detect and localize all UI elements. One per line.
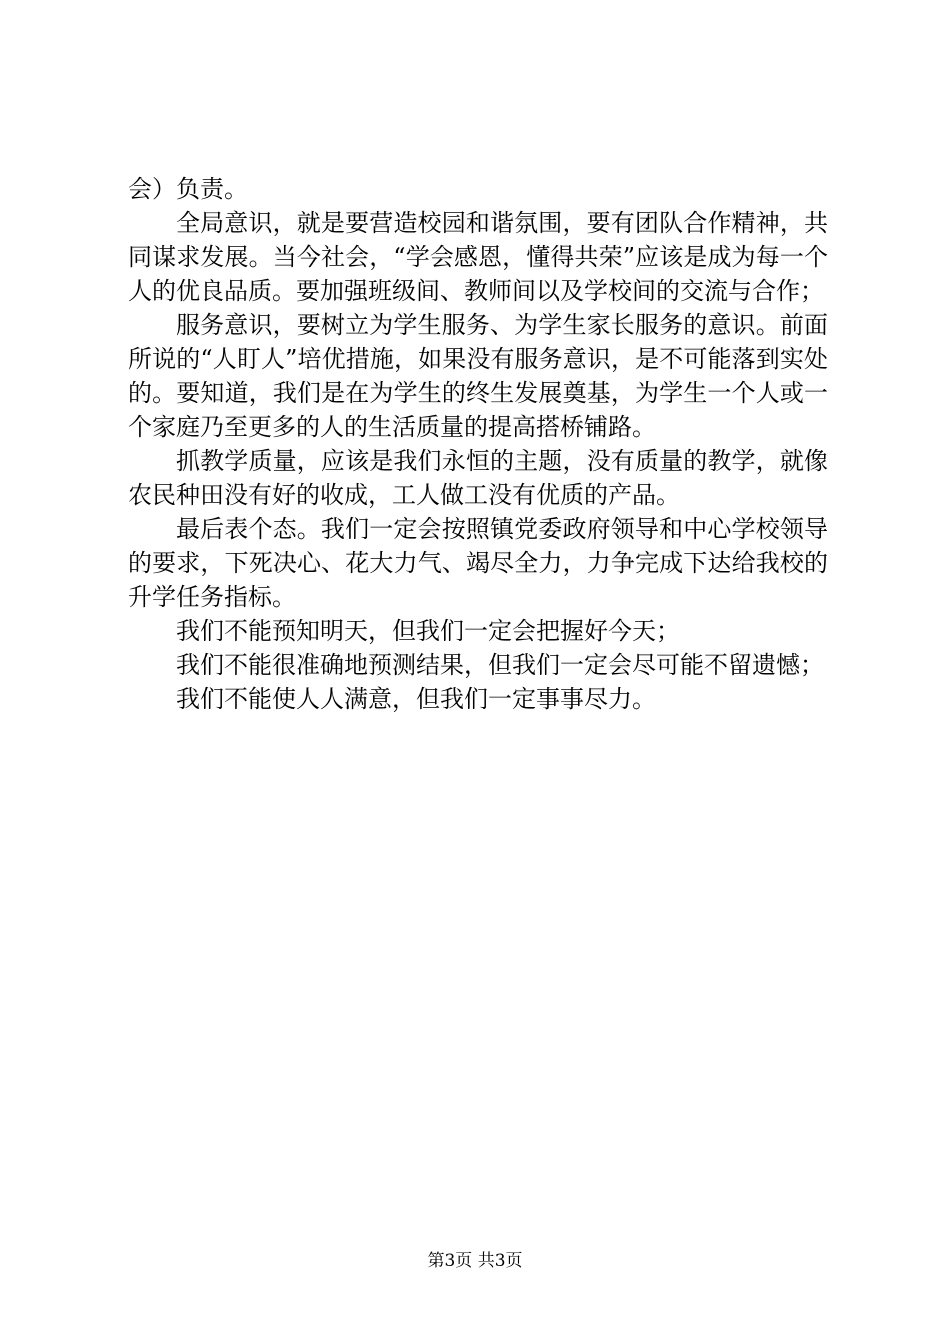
paragraph-teaching-quality: 抓教学质量，应该是我们永恒的主题，没有质量的教学，就像农民种田没有好的收成，工人做工没有优质的产品。 <box>128 447 828 509</box>
paragraph-commitment: 最后表个态。我们一定会按照镇党委政府领导和中心学校领导的要求，下死决心、花大力气、竭尽全力，力争完成下达给我校的升学任务指标。 <box>128 515 828 611</box>
paragraph-service-awareness: 服务意识，要树立为学生服务、为学生家长服务的意识。前面所说的“人盯人”培优措施，如果没有服务意识，是不可能落到实处的。要知道，我们是在为学生的终生发展奠基，为学生一个人或一个家庭乃至更多的人的生活质量的提高搭桥铺路。 <box>128 311 828 441</box>
page-footer <box>0 1246 950 1271</box>
document-body <box>128 172 828 716</box>
paragraph-closing-2: 我们不能很准确地预测结果，但我们一定会尽可能不留遗憾； <box>176 651 824 679</box>
paragraph-global-awareness: 全局意识，就是要营造校园和谐氛围，要有团队合作精神，共同谋求发展。当今社会，“学会感恩，懂得共荣”应该是成为每一个人的优良品质。要加强班级间、教师间以及学校间的交流与合作； <box>128 209 828 305</box>
paragraph-closing-1: 我们不能预知明天，但我们一定会把握好今天； <box>176 617 680 645</box>
paragraph-closing-3: 我们不能使人人满意，但我们一定事事尽力。 <box>176 685 656 713</box>
paragraph-continuation: 会）负责。 <box>128 175 248 203</box>
page-number: 第3页 共3页 <box>427 1251 523 1271</box>
